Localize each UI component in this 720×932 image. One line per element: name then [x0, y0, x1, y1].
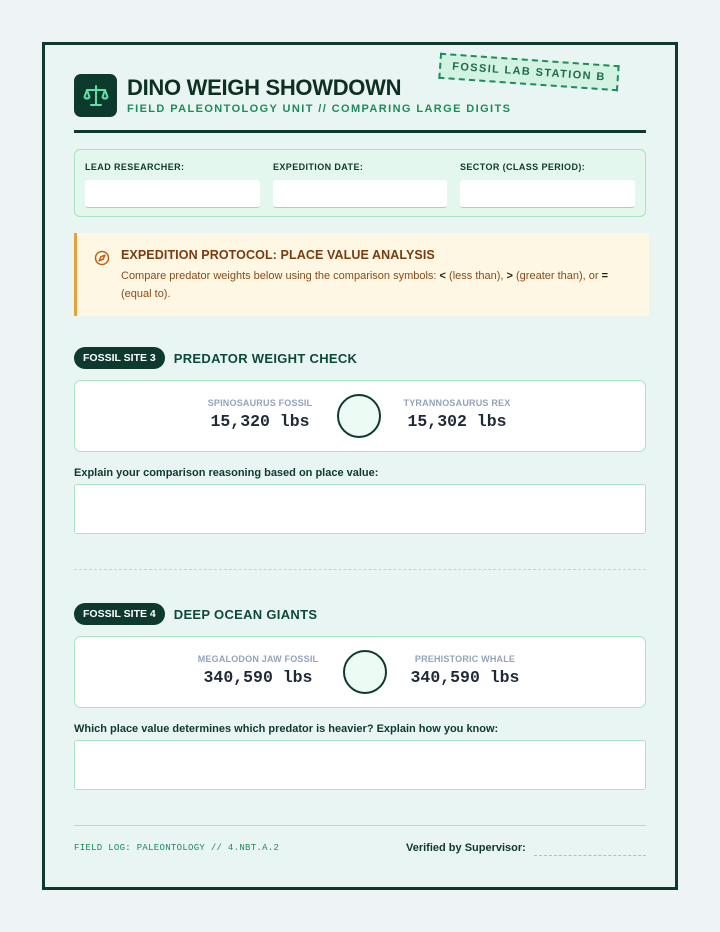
page-title: DINO WEIGH SHOWDOWN [127, 75, 402, 100]
site4-heading: DEEP OCEAN GIANTS [173, 606, 318, 622]
date-label: EXPEDITION DATE: [273, 162, 364, 172]
less-than-symbol: < [439, 270, 446, 282]
site3-left-item [170, 398, 350, 431]
sector-label: SECTOR (CLASS PERIOD): [460, 162, 586, 172]
site4-right-label: PREHISTORIC WHALE [414, 654, 516, 664]
site3-prompt: Explain your comparison reasoning based on place value: [74, 467, 379, 479]
site4-right-value: 340,590 lbs [410, 668, 520, 687]
site3-right-label: TYRANNOSAURUS REX [403, 398, 511, 408]
researcher-info-panel [74, 149, 646, 217]
site4-left-item [168, 654, 348, 687]
worksheet-page [42, 42, 678, 890]
site3-left-label: SPINOSAURUS FOSSIL [207, 398, 313, 408]
site4-left-value: 340,590 lbs [203, 668, 313, 687]
site4-right-item [375, 654, 555, 687]
date-field-group [273, 162, 447, 208]
protocol-instructions [121, 267, 636, 303]
supervisor-signature-line[interactable] [534, 855, 646, 856]
standard-code: FIELD LOG: PALEONTOLOGY // 4.NBT.A.2 [74, 843, 280, 853]
site3-comparison-card [74, 380, 646, 452]
site4-comparison-card [74, 636, 646, 708]
site3-right-item [367, 398, 547, 431]
protocol-text-part: (less than), [445, 270, 507, 282]
protocol-text-part: Compare predator weights below using the comparison symbols: [121, 270, 440, 282]
scale-icon [74, 74, 117, 117]
researcher-input[interactable] [85, 180, 260, 208]
site4-header [74, 603, 317, 625]
sector-input[interactable] [460, 180, 635, 208]
researcher-label: LEAD RESEARCHER: [85, 162, 185, 172]
site4-prompt: Which place value determines which predator is heavier? Explain how you know: [74, 723, 499, 735]
protocol-title: EXPEDITION PROTOCOL: PLACE VALUE ANALYSIS [121, 248, 435, 262]
supervisor-label: Verified by Supervisor: [406, 842, 526, 854]
site4-badge: FOSSIL SITE 4 [74, 603, 165, 625]
greater-than-symbol: > [506, 270, 513, 282]
protocol-text-part: (equal to). [121, 288, 171, 300]
site3-heading: PREDATOR WEIGHT CHECK [173, 350, 358, 366]
site3-right-value: 15,302 lbs [407, 412, 507, 431]
site3-badge: FOSSIL SITE 3 [74, 347, 165, 369]
researcher-field-group [85, 162, 260, 208]
sector-field-group [460, 162, 635, 208]
worksheet-content [74, 45, 646, 887]
date-input[interactable] [273, 180, 447, 208]
site4-answer-box[interactable] [74, 740, 646, 790]
site3-left-value: 15,320 lbs [210, 412, 310, 431]
section-divider [74, 569, 646, 570]
protocol-callout [74, 233, 649, 316]
equal-symbol: = [601, 270, 609, 282]
site3-answer-box[interactable] [74, 484, 646, 534]
site3-header [74, 347, 357, 369]
footer-divider [74, 825, 646, 826]
title-divider [74, 130, 646, 133]
compass-icon [94, 250, 110, 266]
site4-left-label: MEGALODON JAW FOSSIL [197, 654, 319, 664]
protocol-text-part: (greater than), or [512, 270, 602, 282]
page-subtitle: FIELD PALEONTOLOGY UNIT // COMPARING LARGE DIGITS [127, 103, 512, 115]
station-stamp: FOSSIL LAB STATION B [438, 53, 619, 91]
